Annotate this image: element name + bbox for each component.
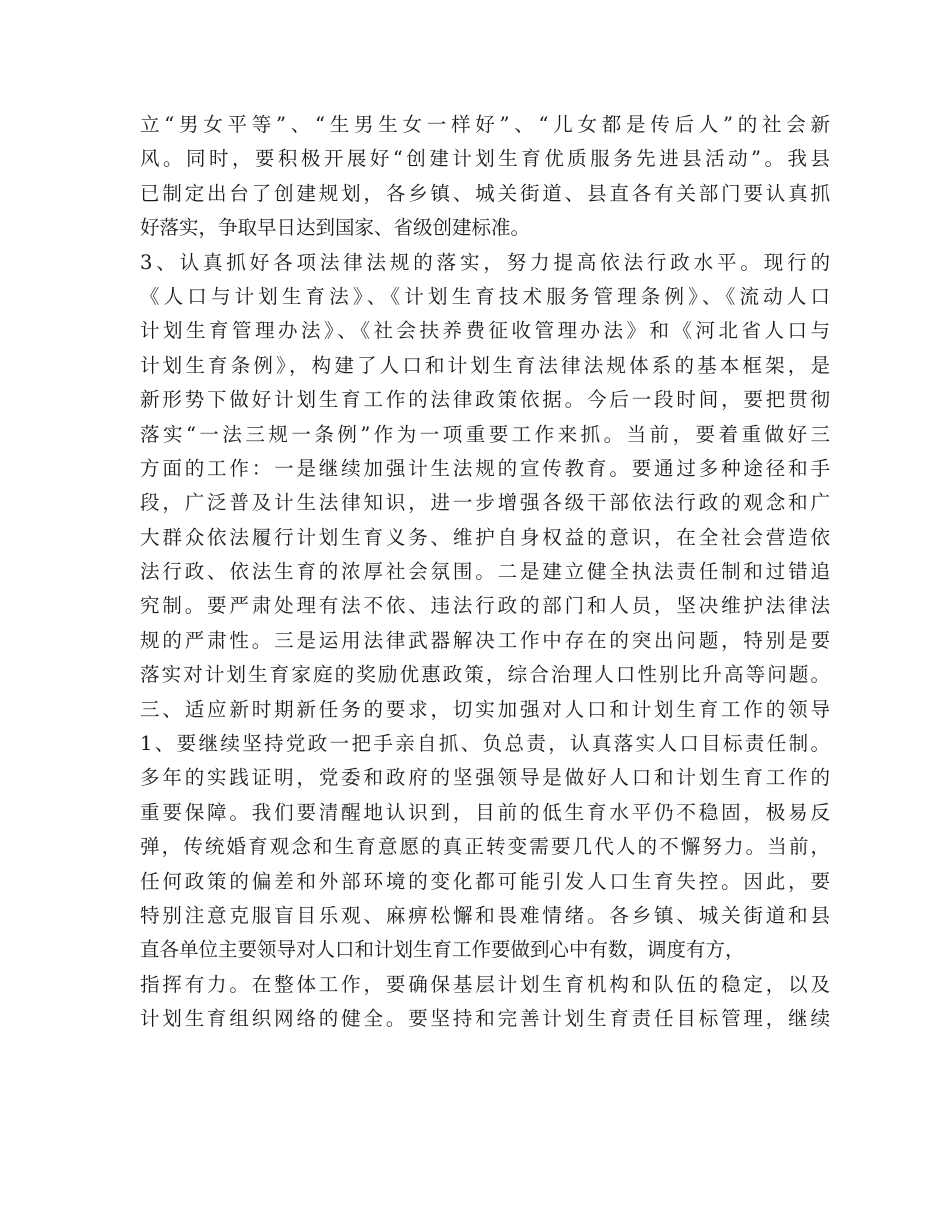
text-line: 落实“一法三规一条例”作为一项重要工作来抓。当前，要着重做好三 [140,422,830,446]
text-line: 法行政、依法生育的浓厚社会氛围。二是建立健全执法责任制和过错追 [140,560,830,584]
text-line: 计划生育条例》，构建了人口和计划生育法律法规体系的基本框架，是 [140,353,830,377]
text-line: 计划生育管理办法》、《社会扶养费征收管理办法》和《河北省人口与 [140,319,830,343]
text-line: 任何政策的偏差和外部环境的变化都可能引发人口生育失控。因此，要 [140,869,830,893]
text-line: 风。同时，要积极开展好“创建计划生育优质服务先进县活动”。我县 [140,147,830,171]
text-line: 段，广泛普及计生法律知识，进一步增强各级干部依法行政的观念和广 [140,491,830,515]
text-line: 指挥有力。在整体工作，要确保基层计划生育机构和队伍的稳定，以及 [140,972,830,996]
text-line: 新形势下做好计划生育工作的法律政策依据。今后一段时间，要把贯彻 [140,388,830,412]
text-line: 究制。要严肃处理有法不依、违法行政的部门和人员，坚决维护法律法 [140,594,830,618]
text-line: 多年的实践证明，党委和政府的坚强领导是做好人口和计划生育工作的 [140,766,830,790]
text-line: 《人口与计划生育法》、《计划生育技术服务管理条例》、《流动人口 [140,284,830,308]
text-line: 特别注意克服盲目乐观、麻痹松懈和畏难情绪。各乡镇、城关街道和县 [140,903,830,927]
text-line: 落实对计划生育家庭的奖励优惠政策，综合治理人口性别比升高等问题。 [140,663,830,687]
text-line: 已制定出台了创建规划，各乡镇、城关街道、县直各有关部门要认真抓 [140,181,830,205]
text-line: 三、适应新时期新任务的要求，切实加强对人口和计划生育工作的领导 [140,697,830,721]
text-line: 方面的工作：一是继续加强计生法规的宣传教育。要通过多种途径和手 [140,456,830,480]
text-line: 重要保障。我们要清醒地认识到，目前的低生育水平仍不稳固，极易反 [140,800,830,824]
text-line: 好落实，争取早日达到国家、省级创建标准。 [140,216,531,240]
text-line: 1、要继续坚持党政一把手亲自抓、负总责，认真落实人口目标责任制。 [140,732,830,756]
text-line: 直各单位主要领导对人口和计划生育工作要做到心中有数，调度有方， [140,938,745,962]
text-line: 大群众依法履行计划生育义务、维护自身权益的意识，在全社会营造依 [140,525,830,549]
text-line: 3、认真抓好各项法律法规的落实，努力提高依法行政水平。现行的 [140,250,830,274]
text-line: 立“男女平等”、“生男生女一样好”、“儿女都是传后人”的社会新 [140,113,830,136]
text-line: 弹，传统婚育观念和生育意愿的真正转变需要几代人的不懈努力。当前， [140,835,830,859]
text-line: 计划生育组织网络的健全。要坚持和完善计划生育责任目标管理，继续 [140,1007,830,1031]
text-line: 规的严肃性。三是运用法律武器解决工作中存在的突出问题，特别是要 [140,628,830,652]
document-body [140,108,830,1037]
